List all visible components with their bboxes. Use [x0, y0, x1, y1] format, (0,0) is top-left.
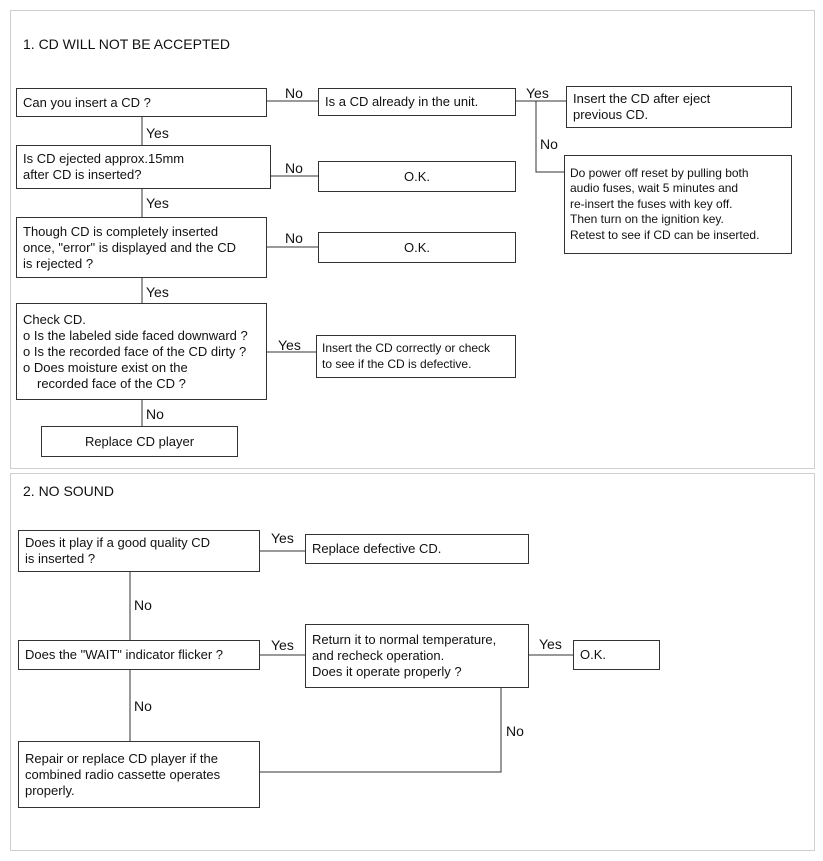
label-yes: Yes — [146, 284, 169, 300]
box-good-quality-cd: Does it play if a good quality CD is inserted ? — [18, 530, 260, 572]
label-yes: Yes — [271, 637, 294, 653]
box-ok-1: O.K. — [318, 161, 516, 192]
label-yes: Yes — [526, 85, 549, 101]
box-ok-2: O.K. — [318, 232, 516, 263]
box-error-displayed: Though CD is completely inserted once, "error" is displayed and the CD is rejected ? — [16, 217, 267, 278]
box-replace-defective-cd: Replace defective CD. — [305, 534, 529, 564]
label-no: No — [134, 698, 152, 714]
label-no: No — [506, 723, 524, 739]
label-no: No — [134, 597, 152, 613]
label-yes: Yes — [539, 636, 562, 652]
box-replace-cd-player: Replace CD player — [41, 426, 238, 457]
box-normal-temperature: Return it to normal temperature, and recheck operation. Does it operate properly ? — [305, 624, 529, 688]
box-wait-indicator-flicker: Does the "WAIT" indicator flicker ? — [18, 640, 260, 670]
box-repair-replace: Repair or replace CD player if the combined radio cassette operates properly. — [18, 741, 260, 808]
box-can-insert-cd: Can you insert a CD ? — [16, 88, 267, 117]
box-insert-correctly: Insert the CD correctly or check to see if the CD is defective. — [316, 335, 516, 378]
label-yes: Yes — [271, 530, 294, 546]
label-yes: Yes — [278, 337, 301, 353]
box-power-off-reset: Do power off reset by pulling both audio fuses, wait 5 minutes and re-insert the fuses with key off. Then turn on the ignition key. Retest to see if CD can be inserted. — [564, 155, 792, 254]
box-check-cd: Check CD. o Is the labeled side faced downward ? o Is the recorded face of the CD dirty ? o Does moisture exist on the recorded face of the CD ? — [16, 303, 267, 400]
label-yes: Yes — [146, 195, 169, 211]
box-cd-ejected-15mm: Is CD ejected approx.15mm after CD is inserted? — [16, 145, 271, 189]
label-no: No — [540, 136, 558, 152]
label-no: No — [285, 160, 303, 176]
section-1-title: 1. CD WILL NOT BE ACCEPTED — [23, 36, 230, 52]
label-yes: Yes — [146, 125, 169, 141]
label-no: No — [285, 85, 303, 101]
section-2-title: 2. NO SOUND — [23, 483, 115, 499]
label-no: No — [146, 406, 164, 422]
box-insert-after-eject: Insert the CD after eject previous CD. — [566, 86, 792, 128]
box-cd-already-in-unit: Is a CD already in the unit. — [318, 88, 516, 116]
label-no: No — [285, 230, 303, 246]
box-ok: O.K. — [573, 640, 660, 670]
